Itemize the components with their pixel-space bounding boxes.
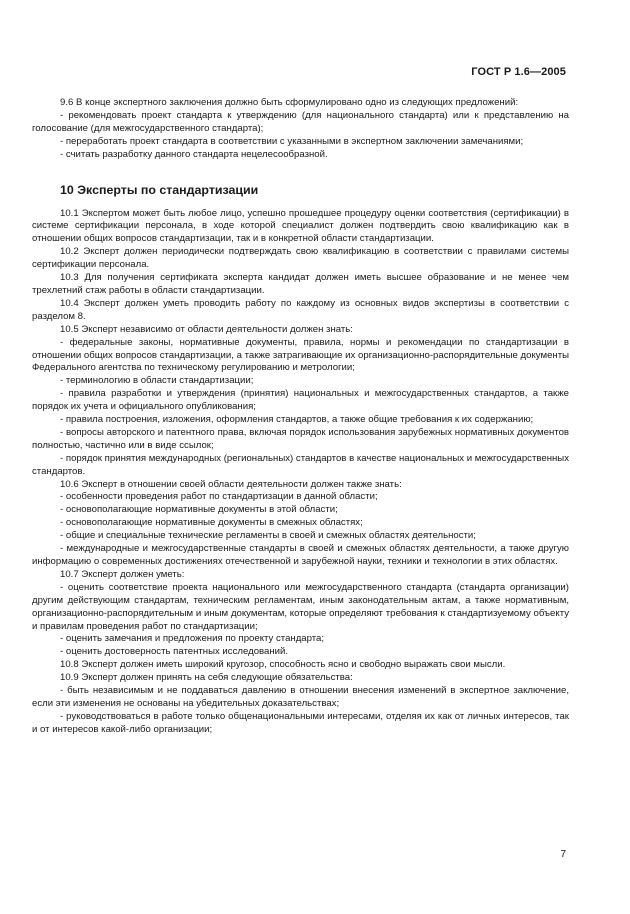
paragraph: 10.5 Эксперт независимо от области деятельности должен знать: xyxy=(60,323,353,335)
list-item: - общие и специальные технические регламенты в своей и смежных областях деятельности; xyxy=(60,530,476,542)
list-item: - быть независимым и не поддаваться давлению в отношении внесения изменений в экспертное заключение, если эти изменения не основаны на убедительных доказательствах; xyxy=(32,685,569,709)
paragraph: 10.7 Эксперт должен уметь: xyxy=(60,568,185,580)
list-item: - руководствоваться в работе только общенациональными интересами, отделяя их как от личных интересов, так и от интересов какой-либо организации; xyxy=(32,710,569,735)
list-item: - вопросы авторского и патентного права, включая порядок использования зарубежных нормативных документов полностью, частично или в виде ссылок; xyxy=(32,426,569,451)
section-title: 10 Эксперты по стандартизации xyxy=(60,182,259,197)
list-item: - основополагающие нормативные документы в этой области; xyxy=(60,504,338,516)
list-item: - федеральные законы, нормативные документы, правила, нормы и рекомендации по стандартизации в отношении общих вопросов стандартизации, а также затрагивающие их организационно-распорядительные документы Федерального агентства по техническому регулированию и метрологии; xyxy=(32,336,569,374)
list-item: - считать разработку данного стандарта нецелесообразной. xyxy=(60,148,328,160)
document-body xyxy=(32,97,569,737)
paragraph: 10.9 Эксперт должен принять на себя следующие обязательства: xyxy=(60,672,353,684)
paragraph: 10.2 Эксперт должен периодически подтверждать свою квалификацию в соответствии с правилами системы сертификации персонала. xyxy=(32,246,569,271)
list-item: - оценить замечания и предложения по проекту стандарта; xyxy=(60,633,325,645)
list-item: - переработать проект стандарта в соответствии с указанными в экспертном заключении замечаниями; xyxy=(60,135,524,147)
paragraph: 9.6 В конце экспертного заключения должно быть сформулировано одно из следующих предложений: xyxy=(60,97,519,108)
list-item: - рекомендовать проект стандарта к утверждению (для национального стандарта) или к представлению на голосование (для межгосударственного стандарта); xyxy=(32,109,569,134)
list-item: - терминологию в области стандартизации; xyxy=(60,375,254,387)
list-item: - особенности проведения работ по стандартизации в данной области; xyxy=(60,491,378,503)
list-item: - основополагающие нормативные документы в смежных областях; xyxy=(60,517,363,529)
list-item: - международные и межгосударственные стандарты в своей и смежных областях деятельности, а также другую информацию о современных достижениях отечественной и зарубежной науки, техники и технологии в этих областях. xyxy=(32,543,569,567)
paragraph: 10.6 Эксперт в отношении своей области деятельности должен также знать: xyxy=(60,478,402,490)
list-item: - оценить достоверность патентных исследований. xyxy=(60,646,289,658)
document-header: ГОСТ Р 1.6—2005 xyxy=(471,66,566,78)
paragraph: 10.4 Эксперт должен уметь проводить работу по каждому из основных видов экспертизы в соответствии с разделом 8. xyxy=(32,297,569,322)
list-item: - правила построения, изложения, оформления стандартов, а также общие требования к их содержанию; xyxy=(60,414,534,426)
list-item: - правила разработки и утверждения (принятия) национальных и межгосударственных стандартов, а также порядок их учета и официального опубликования; xyxy=(32,388,569,413)
page-number: 7 xyxy=(560,849,566,860)
paragraph: 10.8 Эксперт должен иметь широкий кругозор, способность ясно и свободно выражать свои мысли. xyxy=(60,659,506,671)
paragraph: 10.1 Экспертом может быть любое лицо, успешно прошедшее процедуру оценки соответствия (сертификации) в системе сертификации персонала, в ходе которой специалист должен подтвердить свою квалификацию как в отношении общих вопросов стандартизации, так и в конкретной области стандартизации. xyxy=(32,207,569,245)
list-item: - порядок принятия международных (региональных) стандартов в качестве национальных и межгосударственных стандартов. xyxy=(32,452,569,477)
list-item: - оценить соответствие проекта национального или межгосударственного стандарта (стандарта организации) другим действующим стандартам, техническим регламентам, иным законодательным актам, а также нормативным, организационно-распорядительным и иным документам, которые определяют требования к стандартизуемому объекту и правилам проведения работ по стандартизации; xyxy=(32,581,569,632)
paragraph: 10.3 Для получения сертификата эксперта кандидат должен иметь высшее образование и не менее чем трехлетний стаж работы в области стандартизации. xyxy=(32,272,569,296)
